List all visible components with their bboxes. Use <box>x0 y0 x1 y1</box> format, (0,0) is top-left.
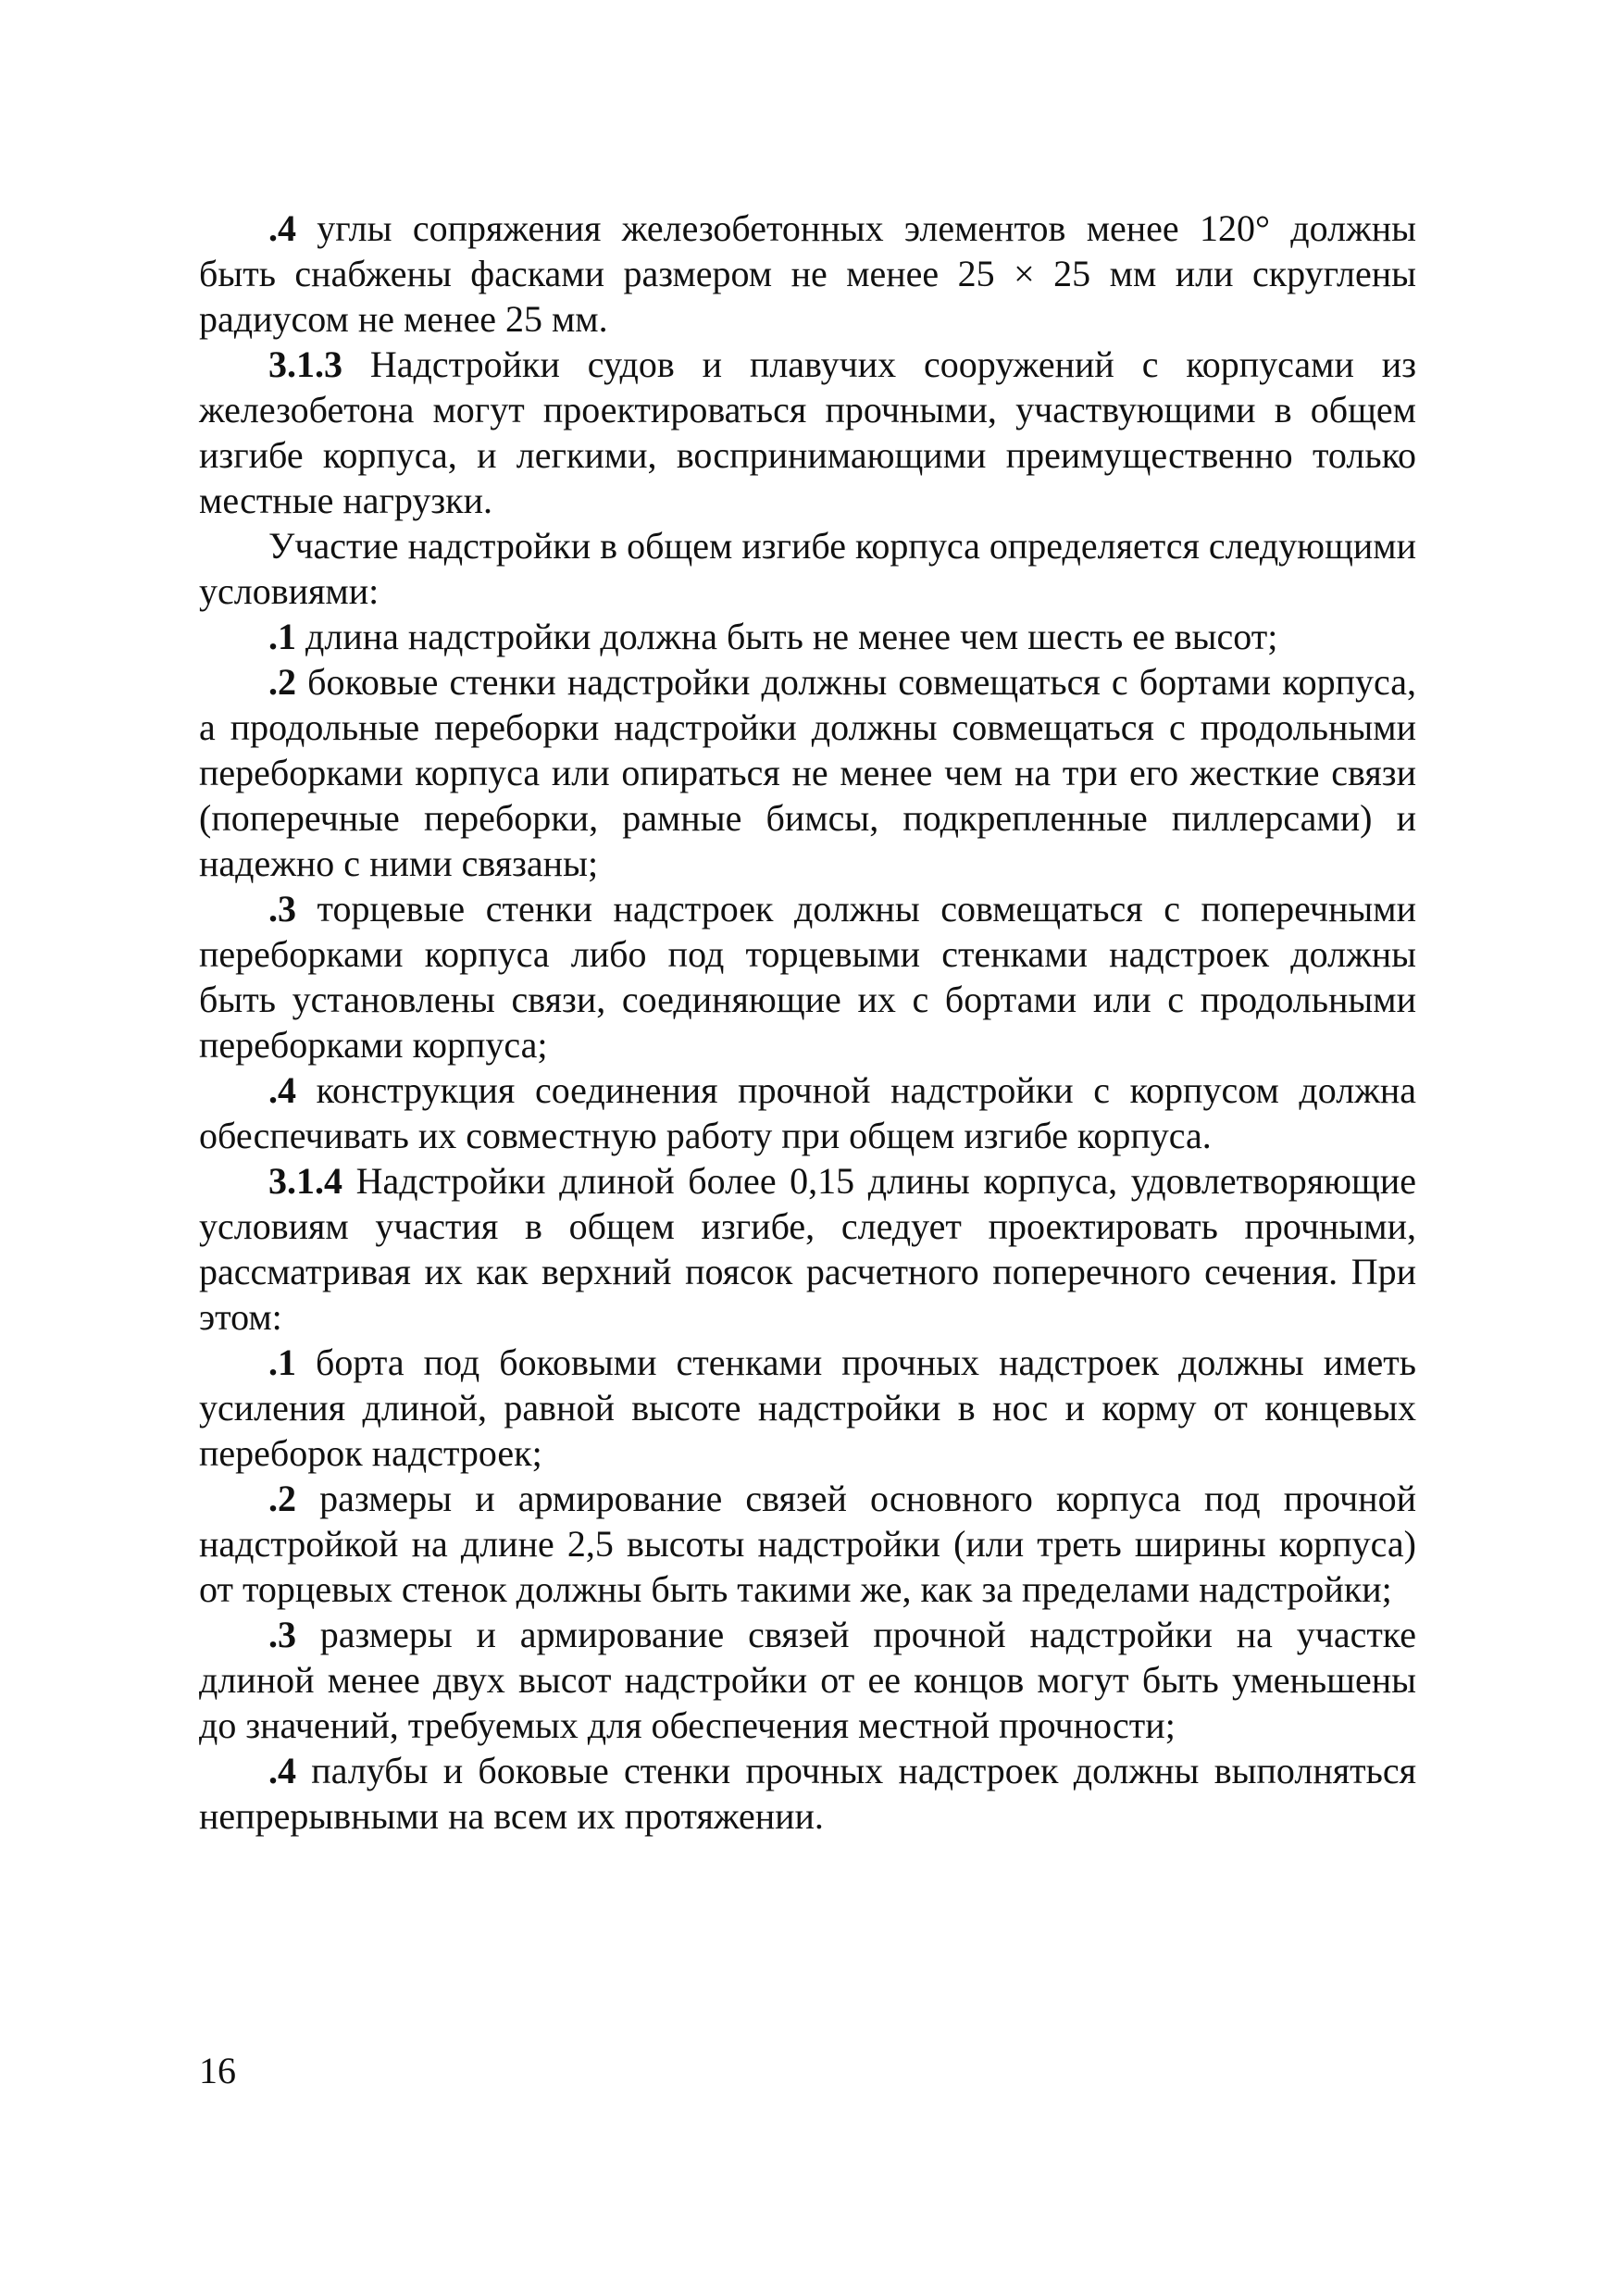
paragraph-text: Надстройки длиной более 0,15 длины корпуса, удовлетворяющие условиям участия в общем изгибе, следует проектировать прочными, рассматривая их как верхний поясок расчетного поперечного сечения. При этом: <box>199 1160 1416 1338</box>
paragraph-text: палубы и боковые стенки прочных надстроек должны выполняться непрерывными на всем их протяжении. <box>199 1750 1416 1837</box>
paragraph-text: торцевые стенки надстроек должны совмещаться с поперечными переборками корпуса либо под торцевыми стенками надстроек должны быть установлены связи, соединяющие их с бортами или с продольными переборками корпуса; <box>199 888 1416 1066</box>
paragraph-text: размеры и армирование связей основного корпуса под прочной надстройкой на длине 2,5 высоты надстройки (или треть ширины корпуса) от торцевых стенок должны быть такими же, как за пределами надстройки; <box>199 1478 1416 1610</box>
item-number: .1 <box>268 1341 296 1383</box>
paragraph-item-2-reinforcement <box>199 1476 1416 1612</box>
paragraph-item-1-length <box>199 614 1416 659</box>
item-number: .3 <box>268 888 296 930</box>
item-number: .2 <box>268 661 296 703</box>
paragraph-text: Надстройки судов и плавучих сооружений с корпусами из железобетона могут проектироваться прочными, участвующими в общем изгибе корпуса, и легкими, воспринимающими преимущественно только местные нагрузки. <box>199 343 1416 521</box>
paragraph-text: Участие надстройки в общем изгибе корпуса определяется следующими условиями: <box>199 525 1416 612</box>
paragraph-item-4-angles <box>199 206 1416 342</box>
document-body <box>199 206 1416 1839</box>
section-number: 3.1.4 <box>268 1160 342 1202</box>
paragraph-conditions-intro <box>199 523 1416 614</box>
page-number: 16 <box>199 2050 236 2091</box>
paragraph-3-1-3 <box>199 342 1416 523</box>
paragraph-3-1-4 <box>199 1158 1416 1340</box>
paragraph-text: размеры и армирование связей прочной надстройки на участке длиной менее двух высот надстройки от ее концов могут быть уменьшены до значений, требуемых для обеспечения местной прочности; <box>199 1614 1416 1746</box>
paragraph-text: длина надстройки должна быть не менее чем шесть ее высот; <box>296 616 1278 657</box>
paragraph-item-3-reduced <box>199 1612 1416 1748</box>
paragraph-item-4-connection <box>199 1067 1416 1158</box>
section-number: 3.1.3 <box>268 343 342 385</box>
paragraph-text: углы сопряжения железобетонных элементов менее 120° должны быть снабжены фасками размером не менее 25 × 25 мм или скруглены радиусом не менее 25 мм. <box>199 207 1416 340</box>
paragraph-text: борта под боковыми стенками прочных надстроек должны иметь усиления длиной, равной высоте надстройки в нос и корму от концевых переборок надстроек; <box>199 1341 1416 1474</box>
item-number: .4 <box>268 207 296 249</box>
paragraph-text: конструкция соединения прочной надстройки с корпусом должна обеспечивать их совместную работу при общем изгибе корпуса. <box>199 1069 1416 1156</box>
paragraph-item-2-side-walls <box>199 659 1416 886</box>
item-number: .4 <box>268 1069 296 1111</box>
paragraph-text: боковые стенки надстройки должны совмещаться с бортами корпуса, а продольные переборки надстройки должны совмещаться с продольными переборками корпуса или опираться не менее чем на три его жесткие связи (поперечные переборки, рамные бимсы, подкрепленные пиллерсами) и надежно с ними связаны; <box>199 661 1416 884</box>
paragraph-item-1-sides <box>199 1340 1416 1476</box>
item-number: .2 <box>268 1478 296 1519</box>
item-number: .3 <box>268 1614 296 1655</box>
item-number: .1 <box>268 616 296 657</box>
paragraph-item-4-decks <box>199 1748 1416 1839</box>
paragraph-item-3-end-walls <box>199 886 1416 1067</box>
item-number: .4 <box>268 1750 296 1791</box>
